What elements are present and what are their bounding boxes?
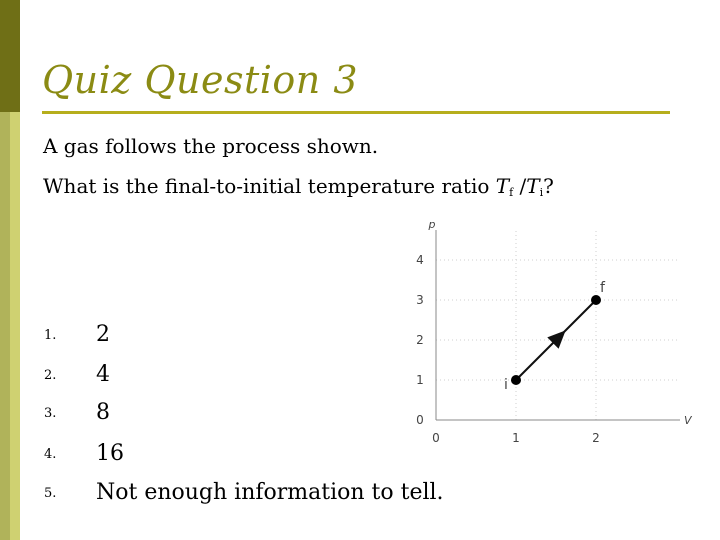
option-text: Not enough information to tell. <box>96 480 444 505</box>
process-path <box>504 280 606 393</box>
ratio-slash: / <box>513 174 527 198</box>
prompt-line-2 <box>43 174 554 199</box>
temp-final-subscript: f <box>509 186 514 199</box>
sidebar-stripe-lower <box>0 112 10 540</box>
title-underline <box>42 111 670 114</box>
y-tick-label: 3 <box>416 293 424 307</box>
y-axis-label: p <box>428 218 436 231</box>
final-state-label: f <box>600 280 605 296</box>
option-text: 2 <box>96 322 110 347</box>
pv-diagram <box>400 210 700 450</box>
option-number: 1. <box>44 328 57 343</box>
temp-initial-symbol: T <box>526 174 540 198</box>
y-tick-label: 2 <box>416 333 424 347</box>
prompt-line-1: A gas follows the process shown. <box>43 134 379 158</box>
slide-title: Quiz Question 3 <box>42 58 359 102</box>
y-tick-label: 1 <box>416 373 424 387</box>
x-tick-label: 0 <box>432 431 440 445</box>
answer-option-3[interactable] <box>44 400 444 430</box>
process-line-segment <box>560 300 596 336</box>
temp-initial-subscript: i <box>539 186 544 199</box>
option-text: 4 <box>96 362 110 387</box>
option-number: 5. <box>44 486 57 501</box>
y-tick-label: 4 <box>416 253 424 267</box>
graph-axes <box>428 218 693 427</box>
graph-ticks <box>416 253 600 445</box>
answer-option-2[interactable] <box>44 362 444 392</box>
option-text: 8 <box>96 400 110 425</box>
option-number: 3. <box>44 406 57 421</box>
option-text: 16 <box>96 441 124 466</box>
final-state-point <box>591 295 601 305</box>
initial-state-point <box>511 375 521 385</box>
option-number: 2. <box>44 368 57 383</box>
sidebar-stripe-top <box>0 0 20 112</box>
graph-grid <box>436 230 680 420</box>
sidebar-stripe-lower-light <box>10 112 20 540</box>
prompt-line-2-text: What is the final-to-initial temperature ratio <box>43 174 496 198</box>
x-tick-label: 2 <box>592 431 600 445</box>
x-axis-label: V <box>684 414 692 427</box>
answer-option-5[interactable] <box>44 480 444 510</box>
question-mark: ? <box>543 174 554 198</box>
process-arrow-segment <box>516 336 560 380</box>
initial-state-label: i <box>504 377 508 393</box>
answer-option-1[interactable] <box>44 322 444 352</box>
option-number: 4. <box>44 447 57 462</box>
answer-option-4[interactable] <box>44 441 444 471</box>
y-tick-label: 0 <box>416 413 424 427</box>
temp-final-symbol: T <box>495 174 510 198</box>
x-tick-label: 1 <box>512 431 520 445</box>
